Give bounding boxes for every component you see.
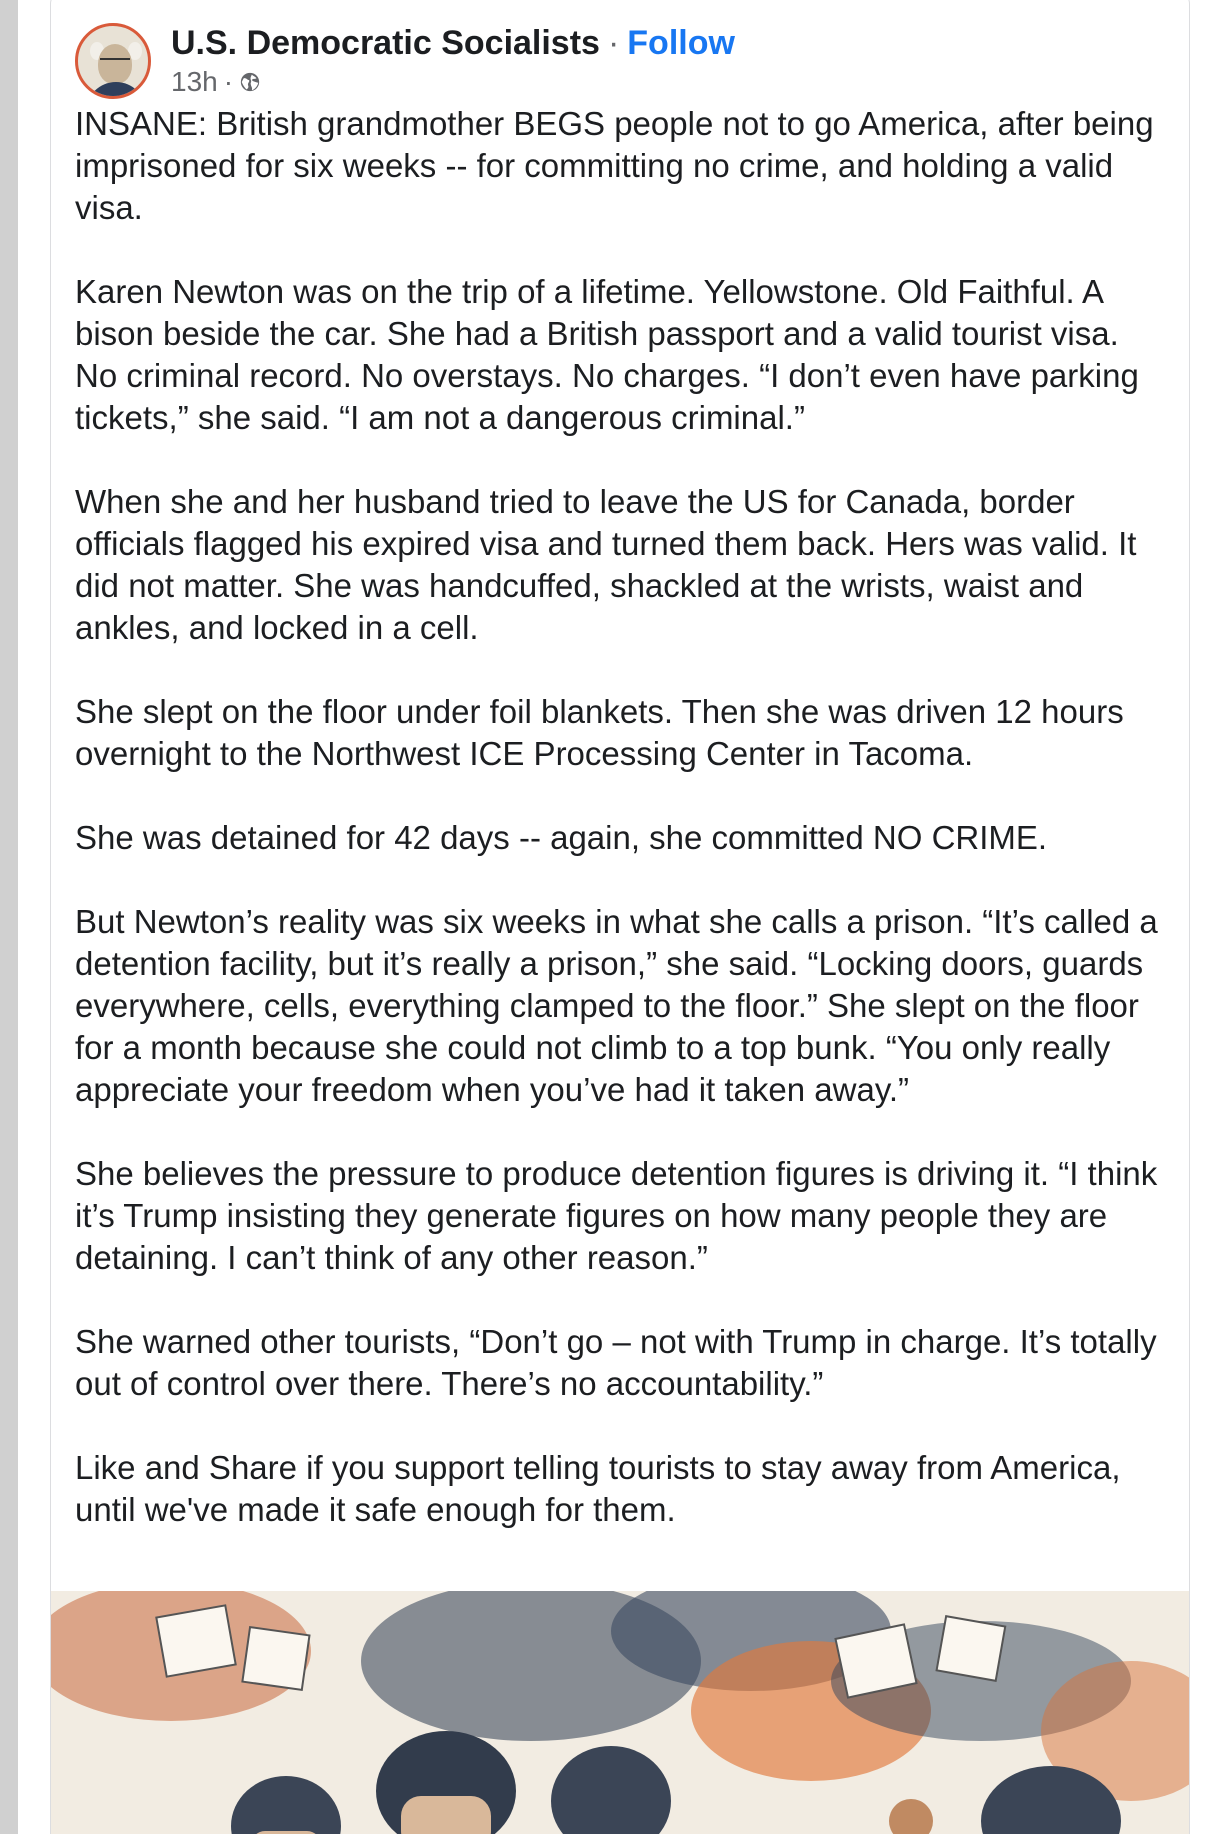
meta-separator: · (223, 66, 234, 97)
header-text (171, 23, 735, 99)
post-paragraph: INSANE: British grandmother BEGS people not to go America, after being imprisoned for six weeks -- for committing no crime, and holding a valid visa. (75, 105, 1163, 226)
post-body (75, 103, 1170, 1573)
name-separator: · (607, 24, 620, 62)
post-paragraph: Like and Share if you support telling tourists to stay away from America, until we've made it safe enough for them. (75, 1449, 1130, 1528)
avatar-glasses (100, 58, 130, 66)
post-card (50, 0, 1190, 1834)
post-paragraph: She was detained for 42 days -- again, she committed NO CRIME. (75, 819, 1048, 856)
avatar-shirt (86, 82, 146, 99)
post-paragraph: Karen Newton was on the trip of a lifetime. Yellowstone. Old Faithful. A bison beside the car. She had a British passport and a valid tourist visa. No criminal record. No overstays. No charges. “I don’t even have parking tickets,” she said. “I am not a dangerous criminal.” (75, 273, 1148, 436)
left-scroll-edge (0, 0, 18, 1834)
follow-button[interactable]: Follow (627, 24, 735, 62)
post-paragraph: She believes the pressure to produce detention figures is driving it. “I think it’s Trump insisting they generate figures on how many people they are detaining. I can’t think of any other reason.” (75, 1155, 1167, 1276)
globe-icon (239, 71, 261, 93)
post-header (75, 21, 735, 101)
protest-illustration (51, 1591, 1190, 1834)
post-meta (171, 65, 735, 99)
page-name-link[interactable]: U.S. Democratic Socialists (171, 24, 600, 62)
page-avatar[interactable] (75, 23, 151, 99)
post-image[interactable] (51, 1591, 1190, 1834)
post-paragraph: But Newton’s reality was six weeks in what she calls a prison. “It’s called a detention facility, but it’s really a prison,” she said. “Locking doors, guards everywhere, cells, everything clamped to the floor.” She slept on the floor for a month because she could not climb to a top bunk. “You only really appreciate your freedom when you’ve had it taken away.” (75, 903, 1167, 1108)
post-paragraph: She slept on the floor under foil blankets. Then she was driven 12 hours overnight to the Northwest ICE Processing Center in Tacoma. (75, 693, 1133, 772)
post-paragraph: She warned other tourists, “Don’t go – not with Trump in charge. It’s totally out of control over there. There’s no accountability.” (75, 1323, 1166, 1402)
post-paragraph: When she and her husband tried to leave the US for Canada, border officials flagged his expired visa and turned them back. Hers was valid. It did not matter. She was handcuffed, shackled at the wrists, waist and ankles, and locked in a cell. (75, 483, 1146, 646)
post-timestamp[interactable]: 13h (171, 66, 218, 97)
name-row (171, 23, 735, 63)
